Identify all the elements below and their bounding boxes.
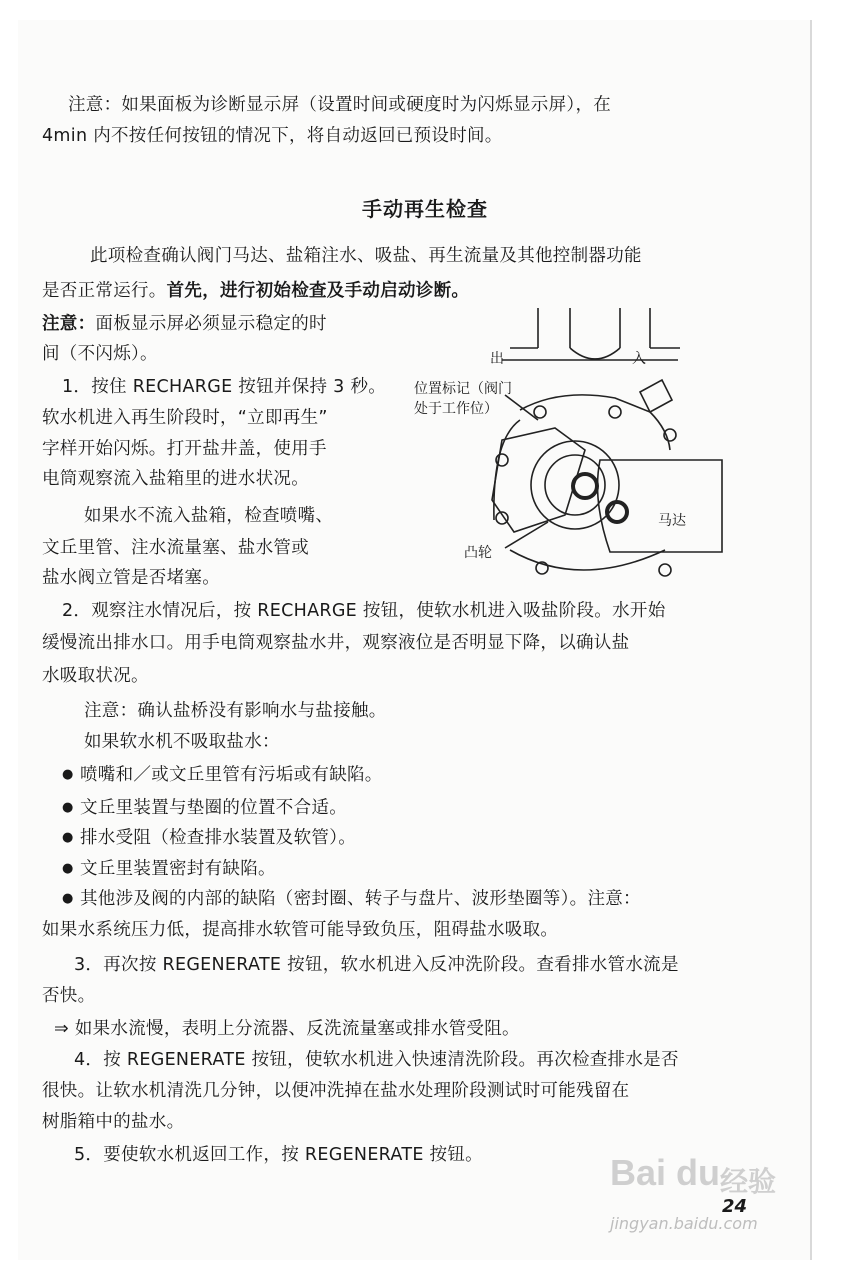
step3-arrow-note: ⇒ 如果水流慢，表明上分流器、反洗流量塞或排水管受阻。	[54, 1019, 520, 1039]
step5-line: 5．要使软水机返回工作，按 REGENERATE 按钮。	[74, 1145, 483, 1165]
step4-line-2: 很快。让软水机清洗几分钟，以便冲洗掉在盐水处理阶段测试时可能残留在	[42, 1081, 630, 1101]
bullet-item	[62, 797, 347, 819]
step1-line-4: 电筒观察流入盐箱里的进水状况。	[42, 469, 309, 489]
bullet-dot-icon: ●	[62, 861, 74, 876]
bullet-item	[62, 827, 356, 849]
bullet-dot-icon: ●	[62, 800, 74, 815]
diagram-label-marker-2: 处于工作位）	[414, 401, 498, 417]
note2-line-2: 间（不闪烁）。	[42, 344, 158, 364]
step2-note: 注意：确认盐桥没有影响水与盐接触。	[84, 701, 387, 721]
step2-line-1: 2．观察注水情况后，按 RECHARGE 按钮，使软水机进入吸盐阶段。水开始	[62, 601, 666, 621]
diagram-label-out: 出	[490, 351, 504, 367]
diagram-label-in: 入	[632, 351, 646, 367]
step1-line-7: 盐水阀立管是否堵塞。	[42, 568, 220, 588]
step2-if-no-brine: 如果软水机不吸取盐水：	[84, 732, 280, 752]
diagram-label-cam: 凸轮	[464, 545, 492, 561]
step2-line-3: 水吸取状况。	[42, 666, 149, 686]
para1-line-1: 此项检查确认阀门马达、盐箱注水、吸盐、再生流量及其他控制器功能	[90, 246, 642, 266]
valve-diagram	[410, 300, 740, 590]
step1-line-2: 软水机进入再生阶段时，“立即再生”	[42, 408, 328, 428]
step1-line-6: 文丘里管、注水流量塞、盐水管或	[42, 538, 309, 558]
bullet-text: 其他涉及阀的内部的缺陷（密封圈、转子与盘片、波形垫圈等）。注意：	[80, 889, 641, 909]
diagram-label-marker-1: 位置标记（阀门	[414, 381, 512, 397]
bullet-dot-icon: ●	[62, 891, 74, 906]
step1-line-1: 1．按住 RECHARGE 按钮并保持 3 秒。	[62, 377, 387, 397]
step3-line-1: 3．再次按 REGENERATE 按钮，软水机进入反冲洗阶段。查看排水管水流是	[74, 955, 679, 975]
intro-note-line-2: 4min 内不按任何按钮的情况下，将自动返回已预设时间。	[42, 126, 503, 146]
bullet-dot-icon: ●	[62, 830, 74, 845]
note2-label: 注意：	[42, 314, 96, 334]
para1-bold: 首先，进行初始检查及手动启动诊断。	[166, 281, 470, 301]
bullet-item	[62, 764, 383, 786]
step3-line-2: 否快。	[42, 986, 96, 1006]
step1-line-5: 如果水不流入盐箱，检查喷嘴、	[84, 506, 334, 526]
step2-line-2: 缓慢流出排水口。用手电筒观察盐水井，观察液位是否明显下降，以确认盐	[42, 633, 630, 653]
step4-line-1: 4．按 REGENERATE 按钮，使软水机进入快速清洗阶段。再次检查排水是否	[74, 1050, 679, 1070]
step1-line-3: 字样开始闪烁。打开盐井盖，使用手	[42, 439, 327, 459]
diagram-label-motor: 马达	[658, 513, 686, 529]
bullet-item	[62, 858, 276, 880]
bullet-item	[62, 888, 641, 910]
bullet5-continuation: 如果水系统压力低，提高排水软管可能导致负压，阻碍盐水吸取。	[42, 920, 559, 940]
bullet-dot-icon: ●	[62, 767, 74, 782]
watermark-url: jingyan.baidu.com	[610, 1214, 758, 1233]
para1-line-2	[42, 280, 469, 302]
intro-note-line-1: 注意：如果面板为诊断显示屏（设置时间或硬度时为闪烁显示屏），在	[68, 95, 612, 115]
bullet-text: 喷嘴和／或文丘里管有污垢或有缺陷。	[80, 765, 383, 785]
page-title: 手动再生检查	[362, 197, 488, 221]
watermark-brand-2: 经验	[720, 1165, 777, 1198]
para1-plain: 是否正常运行。	[42, 281, 167, 301]
page-number: 24	[722, 1196, 748, 1217]
baidu-watermark	[600, 1152, 810, 1252]
bullet-text: 文丘里装置与垫圈的位置不合适。	[80, 798, 347, 818]
step4-line-3: 树脂箱中的盐水。	[42, 1112, 185, 1132]
bullet-text: 排水受阻（检查排水装置及软管）。	[80, 828, 357, 848]
watermark-brand: Bai du	[610, 1152, 721, 1193]
note2-line-1	[42, 313, 327, 335]
bullet-text: 文丘里装置密封有缺陷。	[80, 859, 276, 879]
valve-diagram-drawing	[410, 300, 740, 590]
note2-text: 面板显示屏必须显示稳定的时	[95, 314, 327, 334]
